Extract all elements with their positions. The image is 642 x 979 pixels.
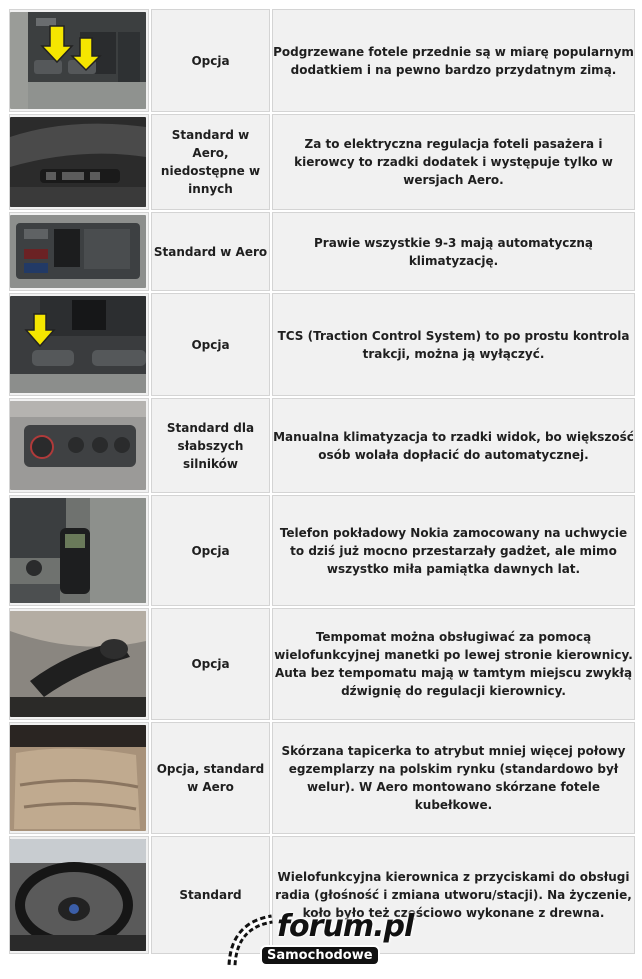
- image-cell: [9, 9, 149, 112]
- availability-label: Opcja: [151, 9, 270, 112]
- leather-seat-photo: [10, 725, 146, 831]
- availability-label: Standard dla słabszych silników: [151, 398, 270, 493]
- description-text: Tempomat można obsługiwać za pomocą wielofunkcyjnej manetki po lewej stronie kierownicy. Auta bez tempomatu mają w tamtym miejscu zwykłą dźwignię do regulacji kierownicy.: [272, 608, 635, 720]
- auto-climate-panel-photo: [10, 215, 146, 288]
- watermark-sub-text: Samochodowe: [260, 945, 380, 966]
- image-cell: [9, 836, 149, 954]
- forum-watermark-logo: [222, 905, 422, 969]
- availability-label: Opcja: [151, 608, 270, 720]
- steering-wheel-photo: [10, 839, 146, 951]
- image-cell: [9, 722, 149, 834]
- table-row: [9, 114, 635, 210]
- description-text: Telefon pokładowy Nokia zamocowany na uchwycie to dziś już mocno przestarzały gadżet, ale mimo wszystko miła pamiątka dawnych lat.: [272, 495, 635, 606]
- table-row: [9, 608, 635, 720]
- description-text: Prawie wszystkie 9-3 mają automatyczną klimatyzację.: [272, 212, 635, 291]
- image-cell: [9, 114, 149, 210]
- electric-seat-adjust-photo: [10, 117, 146, 207]
- tcs-button-photo: [10, 296, 146, 393]
- table-row: [9, 293, 635, 396]
- description-text: Podgrzewane fotele przednie są w miarę popularnym dodatkiem i na pewno bardzo przydatnym zimą.: [272, 9, 635, 112]
- table-row: [9, 9, 635, 112]
- watermark-main-text: forum.pl: [277, 909, 414, 944]
- image-cell: [9, 293, 149, 396]
- table-row: [9, 212, 635, 291]
- image-cell: [9, 495, 149, 606]
- table-row: [9, 722, 635, 834]
- description-text: TCS (Traction Control System) to po prostu kontrola trakcji, można ją wyłączyć.: [272, 293, 635, 396]
- description-text: Za to elektryczna regulacja foteli pasażera i kierowcy to rzadki dodatek i występuje tylko w wersjach Aero.: [272, 114, 635, 210]
- features-table: [7, 7, 637, 956]
- availability-label: Standard w Aero, niedostępne w innych: [151, 114, 270, 210]
- description-text: Skórzana tapicerka to atrybut mniej więcej połowy egzemplarzy na polskim rynku (standardowo był welur). W Aero montowano skórzane fotele kubełkowe.: [272, 722, 635, 834]
- availability-label: Standard: [151, 836, 270, 954]
- table-row: [9, 398, 635, 493]
- description-text: Manualna klimatyzacja to rzadki widok, bo większość osób wolała dopłacić do automatycznej.: [272, 398, 635, 493]
- availability-label: Standard w Aero: [151, 212, 270, 291]
- image-cell: [9, 608, 149, 720]
- availability-label: Opcja, standard w Aero: [151, 722, 270, 834]
- heated-seats-buttons-photo: [10, 12, 146, 109]
- availability-label: Opcja: [151, 293, 270, 396]
- manual-climate-panel-photo: [10, 401, 146, 490]
- image-cell: [9, 212, 149, 291]
- cruise-control-stalk-photo: [10, 611, 146, 717]
- image-cell: [9, 398, 149, 493]
- description-text: Wielofunkcyjna kierownica z przyciskami do obsługi radia (głośność i zmiana utworu/stacji). Na życzenie, koło było też częściowo wykonane z drewna.: [272, 836, 635, 954]
- availability-label: Opcja: [151, 495, 270, 606]
- table-row: [9, 495, 635, 606]
- nokia-car-phone-photo: [10, 498, 146, 603]
